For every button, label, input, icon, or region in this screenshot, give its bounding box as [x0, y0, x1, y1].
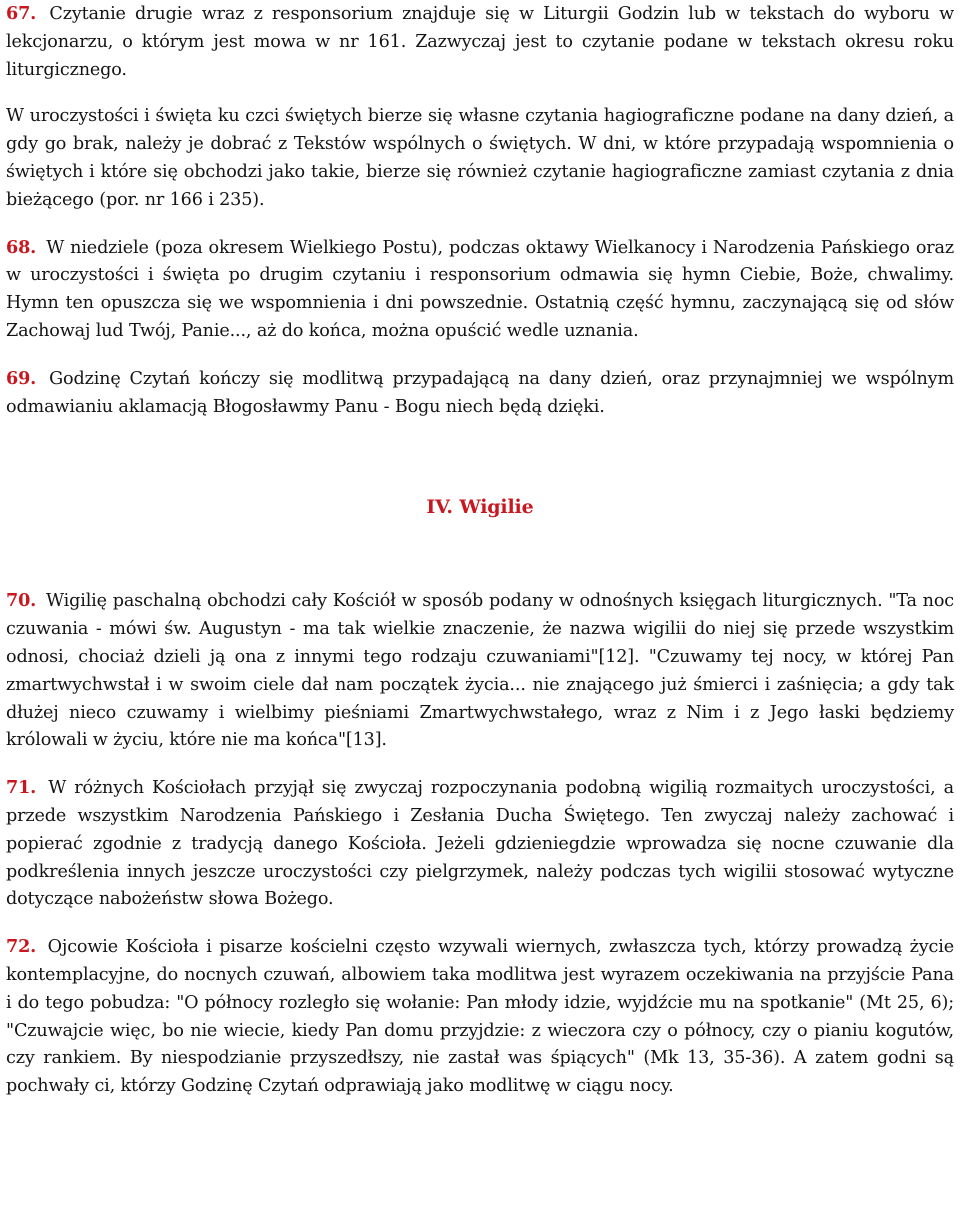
paragraph-68 [6, 234, 954, 346]
paragraph-number: 70. [6, 590, 37, 612]
paragraph-number: 69. [6, 367, 37, 389]
paragraph-text: W uroczystości i święta ku czci świętych bierze się własne czytania hagiograficzne podane na dany dzień, a gdy go brak, należy je dobrać z Tekstów wspólnych o świętych. W dni, w które przypadają wspomnienia o świętych i które się obchodzi jako takie, bierze się również czytanie hagiograficzne zamiast czytania z dnia bieżącego (por. nr 166 i 235). [6, 106, 954, 210]
paragraph-text: Wigilię paschalną obchodzi cały Kościół w sposób podany w odnośnych księgach liturgicznych. "Ta noc czuwania - mówi św. Augustyn - ma tak wielkie znaczenie, że nazwa wigilii do niej się przede wszystkim odnosi, chociaż dzieli ją ona z innymi tego rodzaju czuwaniami"[12]. "Czuwamy tej nocy, w której Pan zmartwychwstał i w swoim ciele dał nam początek życia... nie znającego już śmierci i zaśnięcia; a gdy tak dłużej nieco czuwamy i wielbimy pieśniami Zmartwychwstałego, wraz z Nim i z Jego łaski będziemy królowali w życiu, które nie ma końca"[13]. [6, 591, 954, 751]
paragraph-72 [6, 933, 954, 1101]
paragraph-text: W niedziele (poza okresem Wielkiego Postu), podczas oktawy Wielkanocy i Narodzenia Pańskiego oraz w uroczystości i święta po drugim czytaniu i responsorium odmawia się hymn Ciebie, Boże, chwalimy. Hymn ten opuszcza się we wspomnienia i dni powszednie. Ostatnią część hymnu, zaczynającą się od słów Zachowaj lud Twój, Panie..., aż do końca, można opuścić wedle uznania. [6, 237, 954, 341]
paragraph-69 [6, 365, 954, 422]
paragraph-67-continued [6, 103, 954, 214]
paragraph-text: Godzinę Czytań kończy się modlitwą przypadającą na dany dzień, oraz przynajmniej we wspólnym odmawianiu aklamacją Błogosławmy Panu - Bogu niech będą dzięki. [6, 368, 954, 417]
paragraph-71 [6, 774, 954, 914]
paragraph-number: 67. [6, 3, 37, 24]
section-heading: IV. Wigilie [426, 496, 534, 519]
paragraph-70 [6, 587, 954, 755]
paragraph-text: Czytanie drugie wraz z responsorium znajduje się w Liturgii Godzin lub w tekstach do wyboru w lekcjonarzu, o którym jest mowa w nr 161. Zazwyczaj jest to czytanie podane w tekstach okresu roku liturgicznego. [6, 4, 954, 80]
document-page [6, 0, 954, 1120]
paragraph-text: W różnych Kościołach przyjął się zwyczaj rozpoczynania podobną wigilią rozmaitych uroczystości, a przede wszystkim Narodzenia Pańskiego i Zesłania Ducha Świętego. Ten zwyczaj należy zachować i popierać zgodnie z tradycją danego Kościoła. Jeżeli gdzieniegdzie wprowadza się nocne czuwanie dla podkreślenia innych jeszcze uroczystości czy pielgrzymek, należy podczas tych wigilii stosować wytyczne dotyczące nabożeństw słowa Bożego. [6, 778, 954, 910]
paragraph-67 [6, 0, 954, 84]
paragraph-text: Ojcowie Kościoła i pisarze kościelni często wzywali wiernych, zwłaszcza tych, którzy prowadzą życie kontemplacyjne, do nocnych czuwań, albowiem taka modlitwa jest wyrazem oczekiwania na przyjście Pana i do tego pobudza: "O północy rozległo się wołanie: Pan młody idzie, wyjdźcie mu na spotkanie" (Mt 25, 6); "Czuwajcie więc, bo nie wiecie, kiedy Pan domu przyjdzie: z wieczora czy o północy, czy o pianiu kogutów, czy rankiem. By niespodzianie przyszedłszy, nie zastał was śpiących" (Mk 13, 35-36). A zatem godni są pochwały ci, którzy Godzinę Czytań odprawiają jako modlitwę w ciągu nocy. [6, 937, 954, 1097]
paragraph-number: 72. [6, 936, 37, 958]
paragraph-number: 71. [6, 777, 37, 799]
paragraph-number: 68. [6, 236, 37, 258]
